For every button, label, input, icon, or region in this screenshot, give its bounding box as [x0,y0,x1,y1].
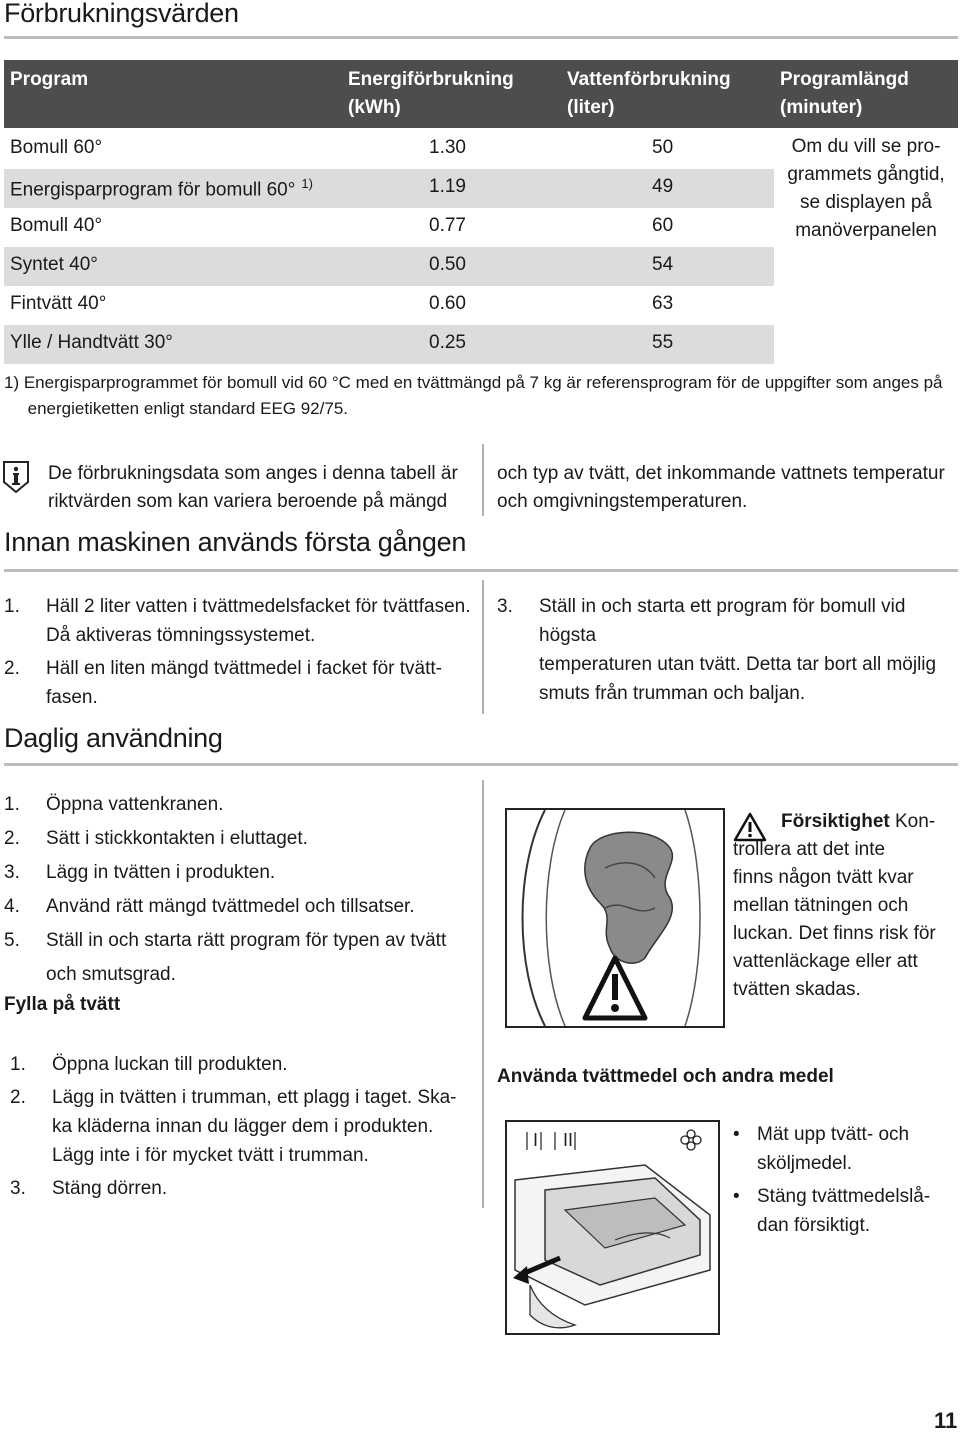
cell-water: 60 [652,215,674,236]
table-row [4,286,774,325]
daily-steps [4,788,474,992]
cell-energy: 1.19 [429,176,466,197]
section-title-daily: Daglig användning [4,723,223,753]
header-energy [348,66,514,122]
list-item [10,1174,470,1203]
cell-program: Syntet 40° [10,254,98,275]
drawer-label-2: II [563,1130,574,1150]
bullet-text: Mät upp tvätt- och sköljmedel. [757,1124,910,1174]
detergent-drawer-illustration [505,1120,720,1335]
drawer-label-1: I [533,1130,539,1150]
cell-water: 50 [652,137,674,158]
list-number: 3. [10,1178,26,1199]
cell-energy: 0.25 [429,332,466,353]
list-text: Häll 2 liter vatten i tvättmedelsfacket för tvättfasen. Då aktiveras tömningssystemet. [46,596,471,646]
table-header [4,60,958,128]
cell-program: Fintvätt 40° [10,293,107,314]
list-item [4,924,474,992]
column-divider [482,444,484,516]
list-number: 5. [4,930,20,951]
caution-label: Försiktighet [781,811,890,832]
list-text: Använd rätt mängd tvättmedel och tillsatser. [46,896,415,917]
cell-energy: 0.60 [429,293,466,314]
header-water [567,66,731,122]
list-item [4,856,474,890]
cell-energy: 0.50 [429,254,466,275]
list-item [4,592,474,650]
load-steps [10,1050,470,1207]
list-number: 1. [4,596,20,617]
cell-program: Bomull 60° [10,137,103,158]
section-rule [4,36,958,39]
list-text: Stäng dörren. [52,1178,168,1199]
list-item [10,1050,470,1079]
bullet-icon: • [733,1124,740,1145]
drum-illustration [505,808,725,1028]
page-number: 11 [934,1408,958,1433]
bullet-icon: • [733,1186,740,1207]
list-item [4,788,474,822]
list-text: Lägg in tvätten i produkten. [46,862,276,883]
list-text: Öppna vattenkranen. [46,794,224,815]
list-number: 1. [4,794,20,815]
caution-text-first: Kon- [889,811,936,832]
header-text: Programlängd (minuter) [780,69,909,118]
list-item [10,1083,470,1170]
section-rule [4,763,958,766]
table-row [4,169,774,208]
detergent-title: Använda tvättmedel och andra medel [497,1066,834,1087]
header-duration [780,66,909,122]
list-number: 4. [4,896,20,917]
list-item [733,1182,958,1240]
first-use-steps-right [497,592,957,708]
list-number: 2. [10,1087,26,1108]
info-note-right: och typ av tvätt, det inkommande vattnets temperatur och omgivningstemperaturen. [497,463,945,512]
detergent-bullets [733,1120,958,1240]
header-text: Vattenförbrukning (liter) [567,69,731,118]
bullet-text: Stäng tvättmedelslå- dan försiktigt. [757,1186,931,1236]
caution-heading [781,808,960,836]
table-row [4,247,774,286]
caution-text: trollera att det inte finns någon tvätt kvar mellan tätningen och luckan. Det finns risk för vattenläckage eller att tvätten skadas. [733,839,936,1000]
list-item [733,1120,958,1178]
list-text: Ställ in och starta rätt program för typen av tvätt och smutsgrad. [46,930,447,985]
footnote-ref: 1) [301,176,313,191]
list-item [4,654,474,712]
list-item [4,822,474,856]
list-item [497,592,957,708]
table-row [4,325,774,364]
list-item [4,890,474,924]
list-text: Häll en liten mängd tvättmedel i facket för tvätt- fasen. [46,658,443,708]
header-program [10,66,88,94]
list-text: Sätt i stickkontakten i eluttaget. [46,828,308,849]
cell-program: Bomull 40° [10,215,103,236]
list-text: Öppna luckan till produkten. [52,1054,288,1075]
column-divider [482,580,484,714]
column-divider [482,780,484,1208]
header-text: Energiförbrukning (kWh) [348,69,514,118]
cell-water: 55 [652,332,674,353]
list-number: 2. [4,658,20,679]
list-number: 3. [497,596,513,617]
duration-note: Om du vill se pro- grammets gångtid, se displayen på manöverpanelen [787,136,945,241]
first-use-steps-left [4,592,474,716]
list-number: 2. [4,828,20,849]
cell-water: 49 [652,176,674,197]
list-number: 1. [10,1054,26,1075]
section-title-consumption: Förbrukningsvärden [4,0,239,28]
section-rule [4,569,958,572]
cell-program: Energisparprogram för bomull 60° $^{1)}$ [10,176,313,201]
cell-program: Ylle / Handtvätt 30° [10,332,173,353]
header-text: Program [10,69,89,90]
table-row [4,208,774,247]
table-footnote: 1) Energisparprogrammet för bomull vid 60 °C med en tvättmängd på 7 kg är referensprogram för de uppgifter som anges på energietiketten enligt standard EEG 92/75. [4,373,943,418]
load-title: Fylla på tvätt [4,994,121,1015]
list-text: Ställ in och starta ett program för bomull vid högsta temperaturen utan tvätt. Detta tar bort all möjlig smuts från trumman och baljan. [539,596,937,704]
cell-water: 63 [652,293,674,314]
info-icon [2,460,30,494]
table-row [4,130,774,169]
list-number: 3. [4,862,20,883]
info-note-left: De förbrukningsdata som anges i denna tabell är riktvärden som kan variera beroende på mängd [48,463,458,512]
cell-energy: 0.77 [429,215,466,236]
cell-water: 54 [652,254,674,275]
cell-energy: 1.30 [429,137,466,158]
list-text: Lägg in tvätten i trumman, ett plagg i taget. Ska- ka kläderna innan du lägger dem i produkten. Lägg inte i för mycket tvätt i trumman. [52,1087,457,1166]
section-title-first-use: Innan maskinen används första gången [4,527,467,557]
